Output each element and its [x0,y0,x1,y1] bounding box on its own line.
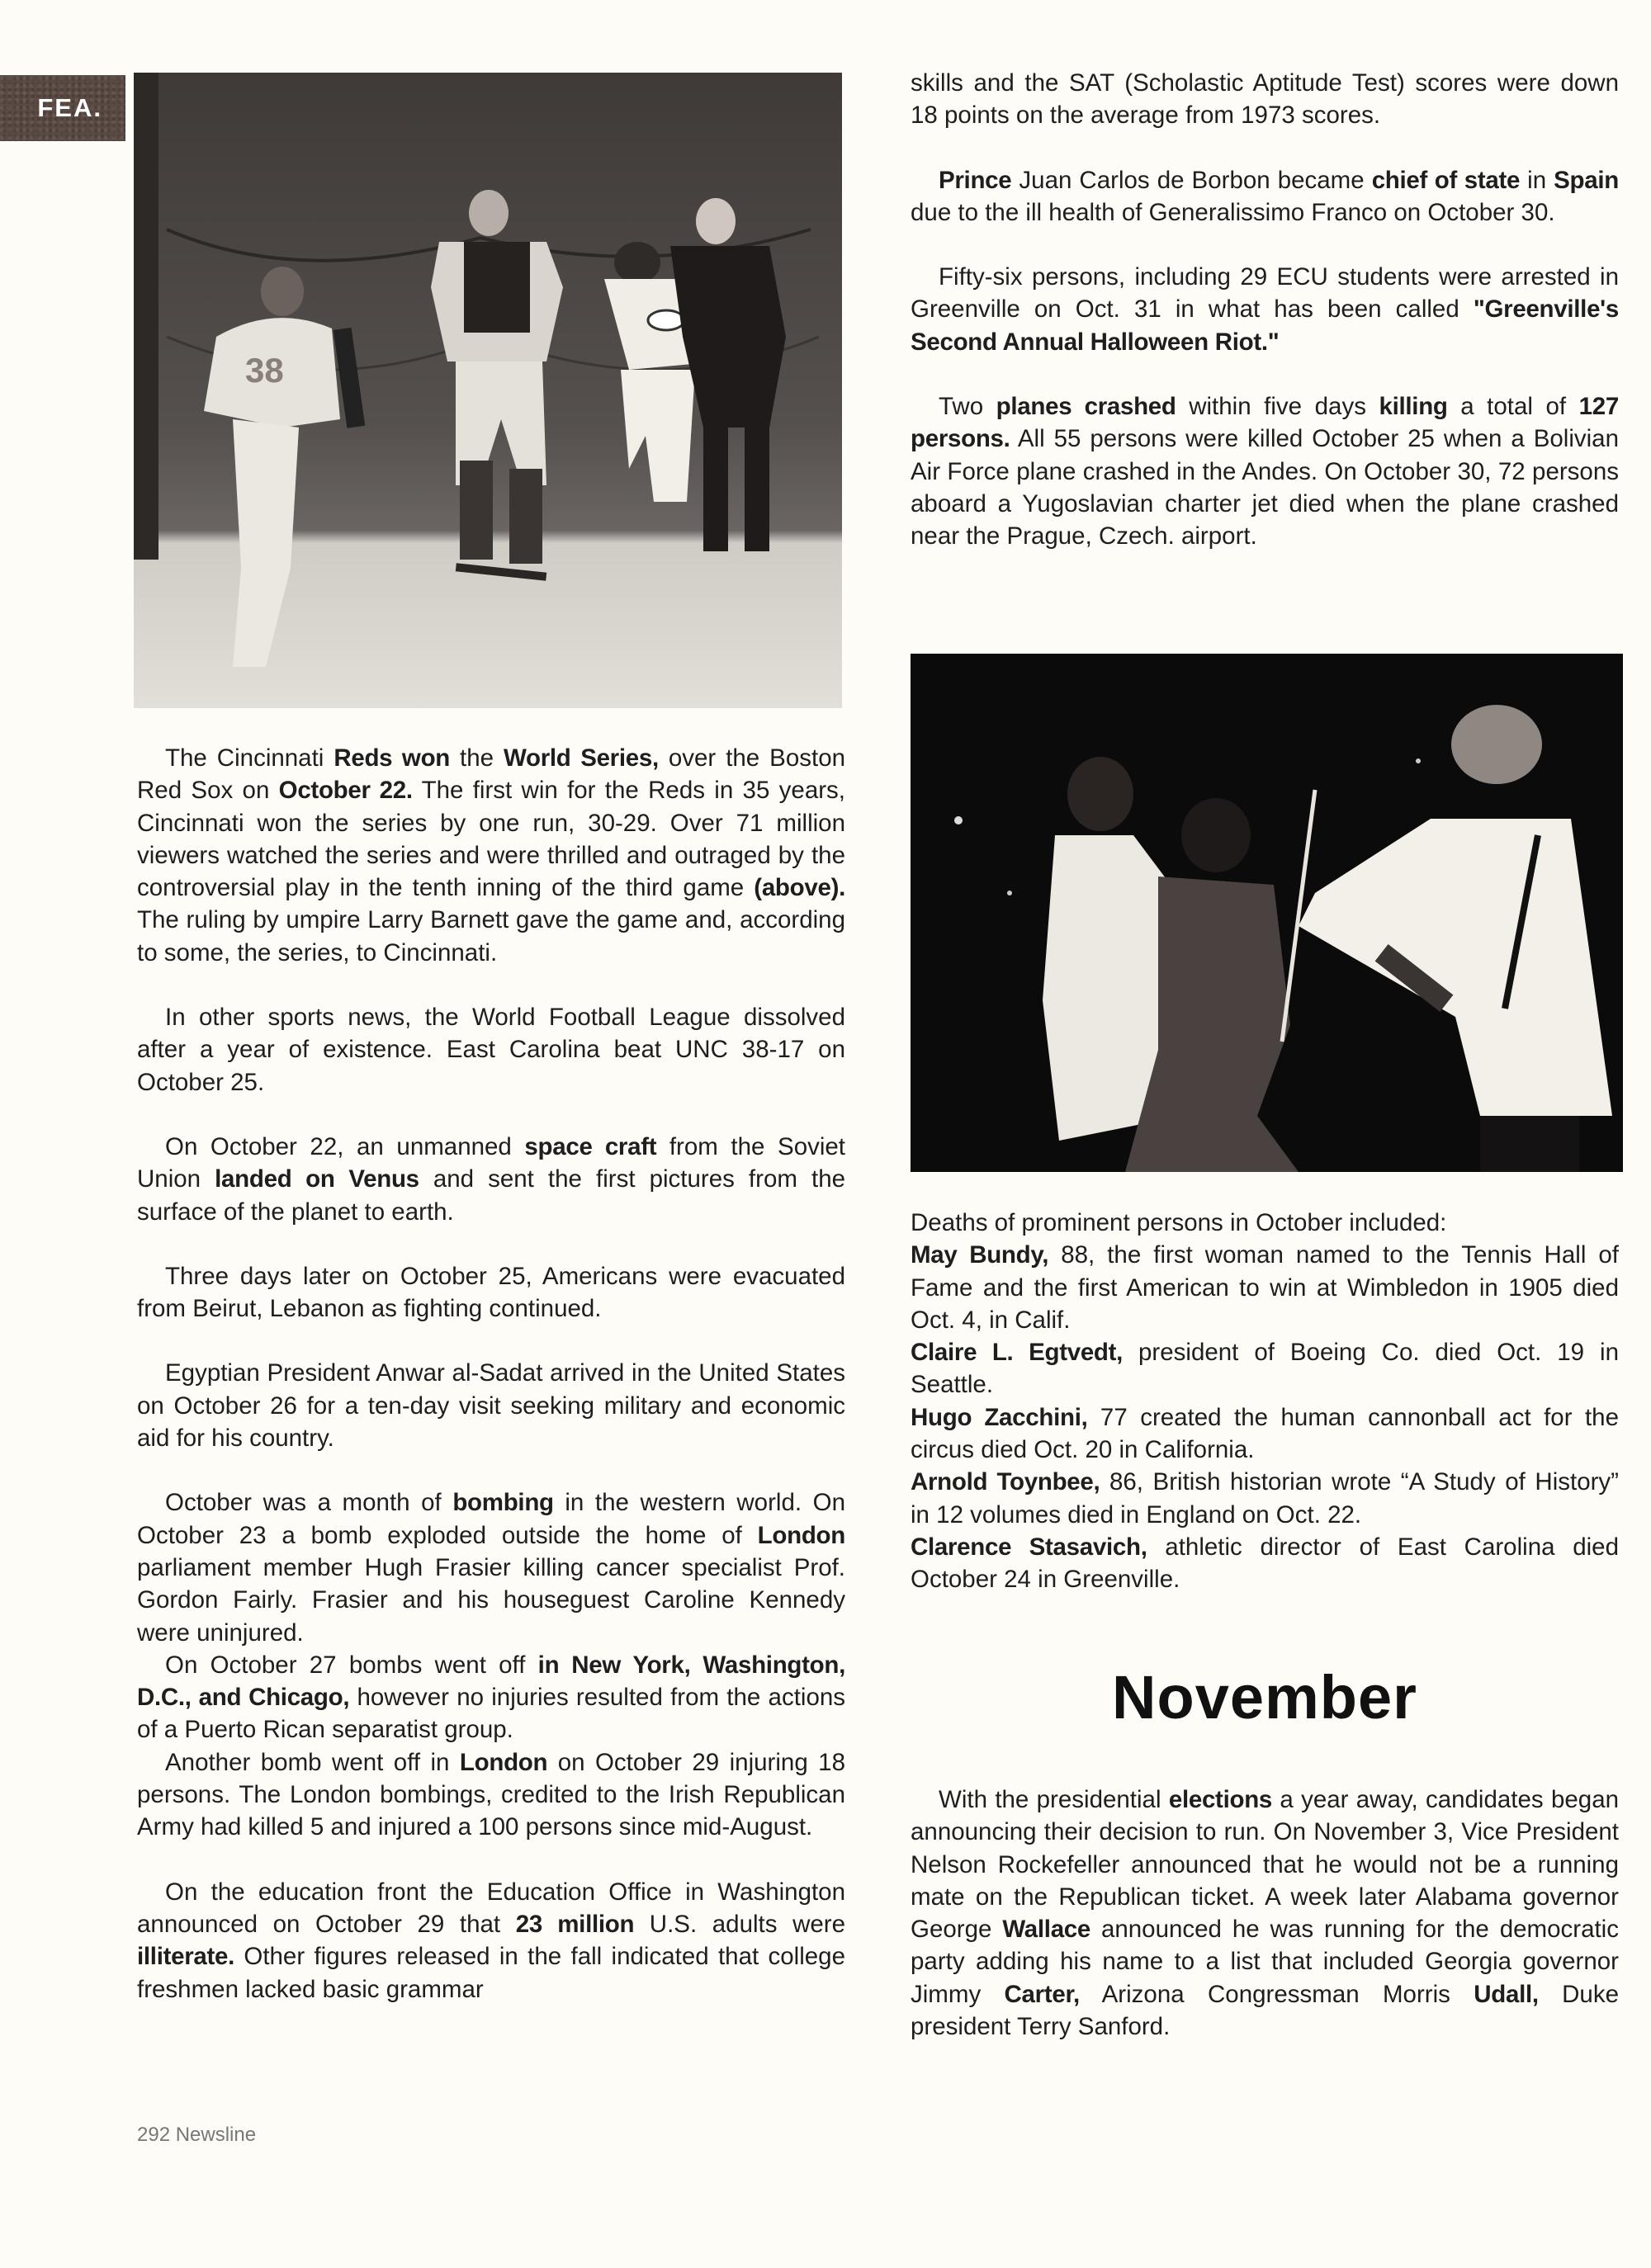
jersey-number: 38 [245,351,284,390]
text: Two [939,393,996,421]
emphasis: 127 persons. [911,393,1619,453]
text: Juan Carlos de Borbon became [1011,166,1372,194]
emphasis: Reds won [334,744,451,772]
emphasis: Prince [939,166,1012,194]
death-entry [911,1401,1619,1467]
section-tab-label: FEA. [37,93,102,122]
person-name: May Bundy, [911,1241,1049,1269]
death-entry [911,1336,1619,1401]
text: On October 22, an unmanned [165,1132,525,1160]
text: The Cincinnati [165,744,334,772]
emphasis: landed on Venus [215,1165,419,1193]
text: and sent the first pictures from the surface of the planet to earth. [137,1165,846,1226]
text: from the Soviet Union [137,1132,846,1193]
deaths-section [911,1207,1619,1596]
text: however no injuries resulted from the actions of a Puerto Rican separatist group. [137,1684,846,1744]
emphasis: London [459,1748,548,1776]
emphasis: killing [1379,393,1448,421]
baseball-photo-image [134,73,842,708]
text: All 55 persons were killed October 25 when a Bolivian Air Force plane crashed in the Andes. On October 30, 72 persons aboard a Yugoslavian charter jet died when the plane crashed near the Prague, Czech. airport. [911,425,1619,550]
text: On October 27 bombs went off [165,1651,538,1679]
emphasis: illiterate. [137,1943,235,1971]
emphasis: space craft [524,1132,657,1160]
emphasis: "Greenville's Second Annual Halloween Riot." [911,295,1619,356]
elections-paragraph [911,1784,1619,2043]
person-name: Arnold Toynbee, [911,1468,1100,1496]
text: a total of [1447,393,1579,421]
text: on October 29 injuring 18 persons. The London bombings, credited to the Irish Republican Army had killed 5 and injured a 100 persons since mid-August. [137,1748,845,1841]
deaths-intro: Deaths of prominent persons in October included: [911,1209,1447,1236]
education-paragraph [137,1876,845,2006]
november-section [911,1784,1619,2043]
emphasis: elections [1168,1786,1273,1813]
plane-crash-paragraph [911,390,1619,552]
person-name: Clarence Stasavich, [911,1533,1147,1561]
sports-news-paragraph: In other sports news, the World Football League dissolved after a year of existence. East Carolina beat UNC 38-17 on October 25. [137,1004,845,1096]
london-bomb-paragraph [137,1746,845,1844]
november-heading: November [1112,1663,1417,1732]
emphasis: (above). [754,874,845,902]
emphasis: Udall, [1474,1980,1539,2008]
emphasis: London [757,1521,845,1549]
emphasis: 23 million [515,1910,635,1938]
death-entry [911,1466,1619,1531]
world-series-paragraph [137,742,845,969]
text: announced he was running for the democratic party adding his name to a list that included Georgia governor Jimmy [911,1916,1619,2008]
riot-paragraph [911,261,1619,358]
text: October was a month of [165,1489,453,1517]
emphasis: Carter, [1004,1980,1080,2008]
emphasis: chief of state [1371,166,1521,194]
text: athletic director of East Carolina died October 24 in Greenville. [911,1533,1619,1594]
emphasis: October 22. [278,777,413,805]
emphasis: bombing [452,1489,554,1517]
venus-paragraph [137,1131,845,1228]
text: president of Boeing Co. died Oct. 19 in Seattle. [911,1339,1619,1399]
page-folio: 292 Newsline [137,2124,257,2146]
emphasis: World Series, [504,744,659,772]
text: a year away, candidates began announcing their decision to run. On November 3, Vice President Nelson Rockefeller announced that he would not be a running mate on the Republican ticket. A week later Alabama governor George [911,1786,1620,1944]
text: Duke president Terry Sanford. [911,1980,1619,2041]
emphasis: in New York, Washington, D.C., and Chicago, [137,1651,845,1712]
text: 77 created the human cannonball act for the circus died Oct. 20 in California. [911,1403,1619,1464]
text: Other figures released in the fall indicated that college freshmen lacked basic grammar [137,1943,845,2003]
text: in the western world. On October 23 a bomb exploded outside the home of [137,1489,845,1549]
bombing-paragraph [137,1486,845,1648]
us-bombs-paragraph [137,1649,845,1746]
emphasis: Spain [1554,166,1619,194]
text: With the presidential [939,1786,1169,1813]
world-series-photo [134,73,842,708]
text: over the Boston Red Sox on [137,744,846,805]
left-column [137,742,845,2006]
sat-paragraph: skills and the SAT (Scholastic Aptitude Test) scores were down 18 points on the average from 1973 scores. [911,69,1619,130]
person-name: Claire L. Egtvedt, [911,1339,1124,1367]
text: due to the ill health of Generalissimo Franco on October 30. [911,198,1555,226]
text: 86, British historian wrote “A Study of History” in 12 volumes died in England on Oct. 22. [911,1468,1619,1529]
text: 88, the first woman named to the Tennis Hall of Fame and the first American to win at Wimbledon in 1905 died Oct. 4, in Calif. [911,1241,1619,1334]
text: The first win for the Reds in 35 years, Cincinnati won the series by one run, 30-29. Over 71 million viewers watched the series and were thrilled and outraged by the controversial play in the tenth inning of the third game [137,777,845,902]
text: Fifty-six persons, including 29 ECU students were arrested in Greenville on Oct. 31 in what has been called [911,263,1619,324]
death-entry [911,1239,1619,1336]
text: in [1520,166,1554,194]
spain-paragraph [911,164,1619,229]
text: Another bomb went off in [165,1748,460,1776]
emphasis: Wallace [1002,1916,1091,1944]
text: the [450,744,504,772]
sadat-paragraph: Egyptian President Anwar al-Sadat arrived in the United States on October 26 for a ten-day visit seeking military and economic aid for his country. [137,1359,845,1453]
person-name: Hugo Zacchini, [911,1403,1088,1431]
halloween-riot-photo [911,654,1623,1172]
text: parliament member Hugh Frasier killing cancer specialist Prof. Gordon Fairly. Frasier and his houseguest Caroline Kennedy were uninjured. [137,1553,845,1647]
text: On the education front the Education Office in Washington announced on October 29 that [137,1878,845,1938]
text: U.S. adults were [634,1910,846,1938]
right-column-top [911,67,1619,553]
text: within five days [1176,393,1379,421]
text: Arizona Congressman Morris [1079,1980,1474,2008]
emphasis: planes crashed [996,393,1176,421]
riot-photo-image [911,654,1623,1172]
death-entry [911,1531,1619,1596]
beirut-paragraph: Three days later on October 25, Americans were evacuated from Beirut, Lebanon as fighting continued. [137,1262,845,1323]
text: The ruling by umpire Larry Barnett gave the game and, according to some, the series, to Cincinnati. [137,906,845,966]
section-tab-fea [0,75,125,141]
